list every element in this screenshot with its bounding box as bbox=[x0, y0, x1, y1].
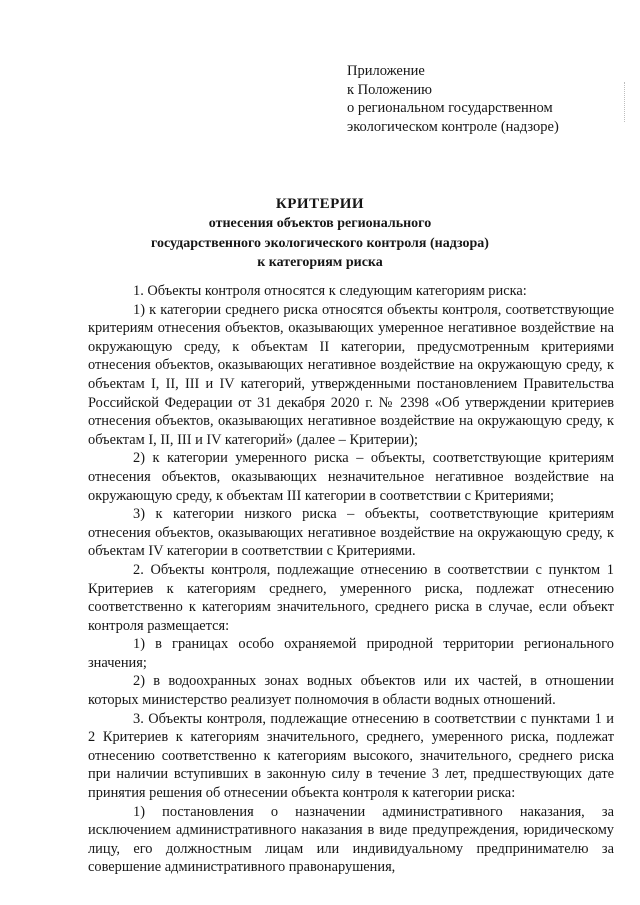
paragraph: 1) постановления о назначении административного наказания, за исключением административного наказания в виде предупреждения, юридическому лицу, его должностным лицам или индивидуальному предпринимателю за совершение административного правонарушения, bbox=[88, 803, 614, 876]
paragraph: 3. Объекты контроля, подлежащие отнесению в соответствии с пунктами 1 и 2 Критериев к категориям значительного, среднего, умеренного риска, подлежат отнесению соответственно к категориям высокого, значительного, среднего риска при наличии вступивших в законную силу в течение 3 лет, предшествующих дате принятия решения об отнесении объекта контроля к категории риска: bbox=[88, 710, 614, 802]
appendix-line: экологическом контроле (надзоре) bbox=[347, 118, 559, 135]
document-body bbox=[88, 282, 614, 877]
paragraph: 1. Объекты контроля относятся к следующим категориям риска: bbox=[133, 283, 527, 299]
margin-mark bbox=[624, 82, 627, 122]
heading-line: к категориям риска bbox=[257, 255, 383, 270]
heading-line: государственного экологического контроля (надзора) bbox=[151, 235, 489, 251]
appendix-line: к Положению bbox=[347, 81, 432, 98]
paragraph: 3) к категории низкого риска – объекты, соответствующие критериям отнесения объектов, оказывающих негативное воздействие на окружающую среду, к объектам IV категории в соответствии с Критериями. bbox=[88, 506, 614, 560]
paragraph: 1) в границах особо охраняемой природной территории регионального значения; bbox=[88, 636, 614, 671]
paragraph: 2) к категории умеренного риска – объекты, соответствующие критериям отнесения объектов, оказывающих незначительное негативное воздействие на окружающую среду, к объектам III категории в соответствии с Критериями; bbox=[88, 450, 614, 504]
appendix-note bbox=[347, 62, 559, 136]
appendix-line: Приложение bbox=[347, 63, 425, 79]
appendix-line: о региональном государственном bbox=[347, 100, 553, 116]
document-heading bbox=[0, 195, 640, 273]
paragraph: 2) в водоохранных зонах водных объектов или их частей, в отношении которых министерство реализует полномочия в области водных отношений. bbox=[88, 673, 614, 709]
document-title: КРИТЕРИИ bbox=[275, 196, 365, 212]
paragraph: 1) к категории среднего риска относятся объекты контроля, соответствующие критериям отнесения объектов, оказывающих умеренное негативное воздействие на окружающую среду, к объектам II категории, предусмотренным критериями отнесения объектов, оказывающих негативное воздействие на окружающую среду, к объектам I, II, III и IV категорий, утвержденными постановлением Правительства Российской Федерации от 31 декабря 2020 г. № 2398 «Об утверждении критериев отнесения объектов, оказывающих негативное воздействие на окружающую среду, к объектам I, II, III и IV категорий» (далее – Критерии); bbox=[88, 301, 614, 448]
paragraph: 2. Объекты контроля, подлежащие отнесению в соответствии с пунктом 1 Критериев к категориям среднего, умеренного риска, подлежат отнесению соответственно к категориям значительного, среднего риска в случае, если объект контроля размещается: bbox=[88, 561, 614, 634]
heading-line: отнесения объектов регионального bbox=[208, 216, 432, 231]
